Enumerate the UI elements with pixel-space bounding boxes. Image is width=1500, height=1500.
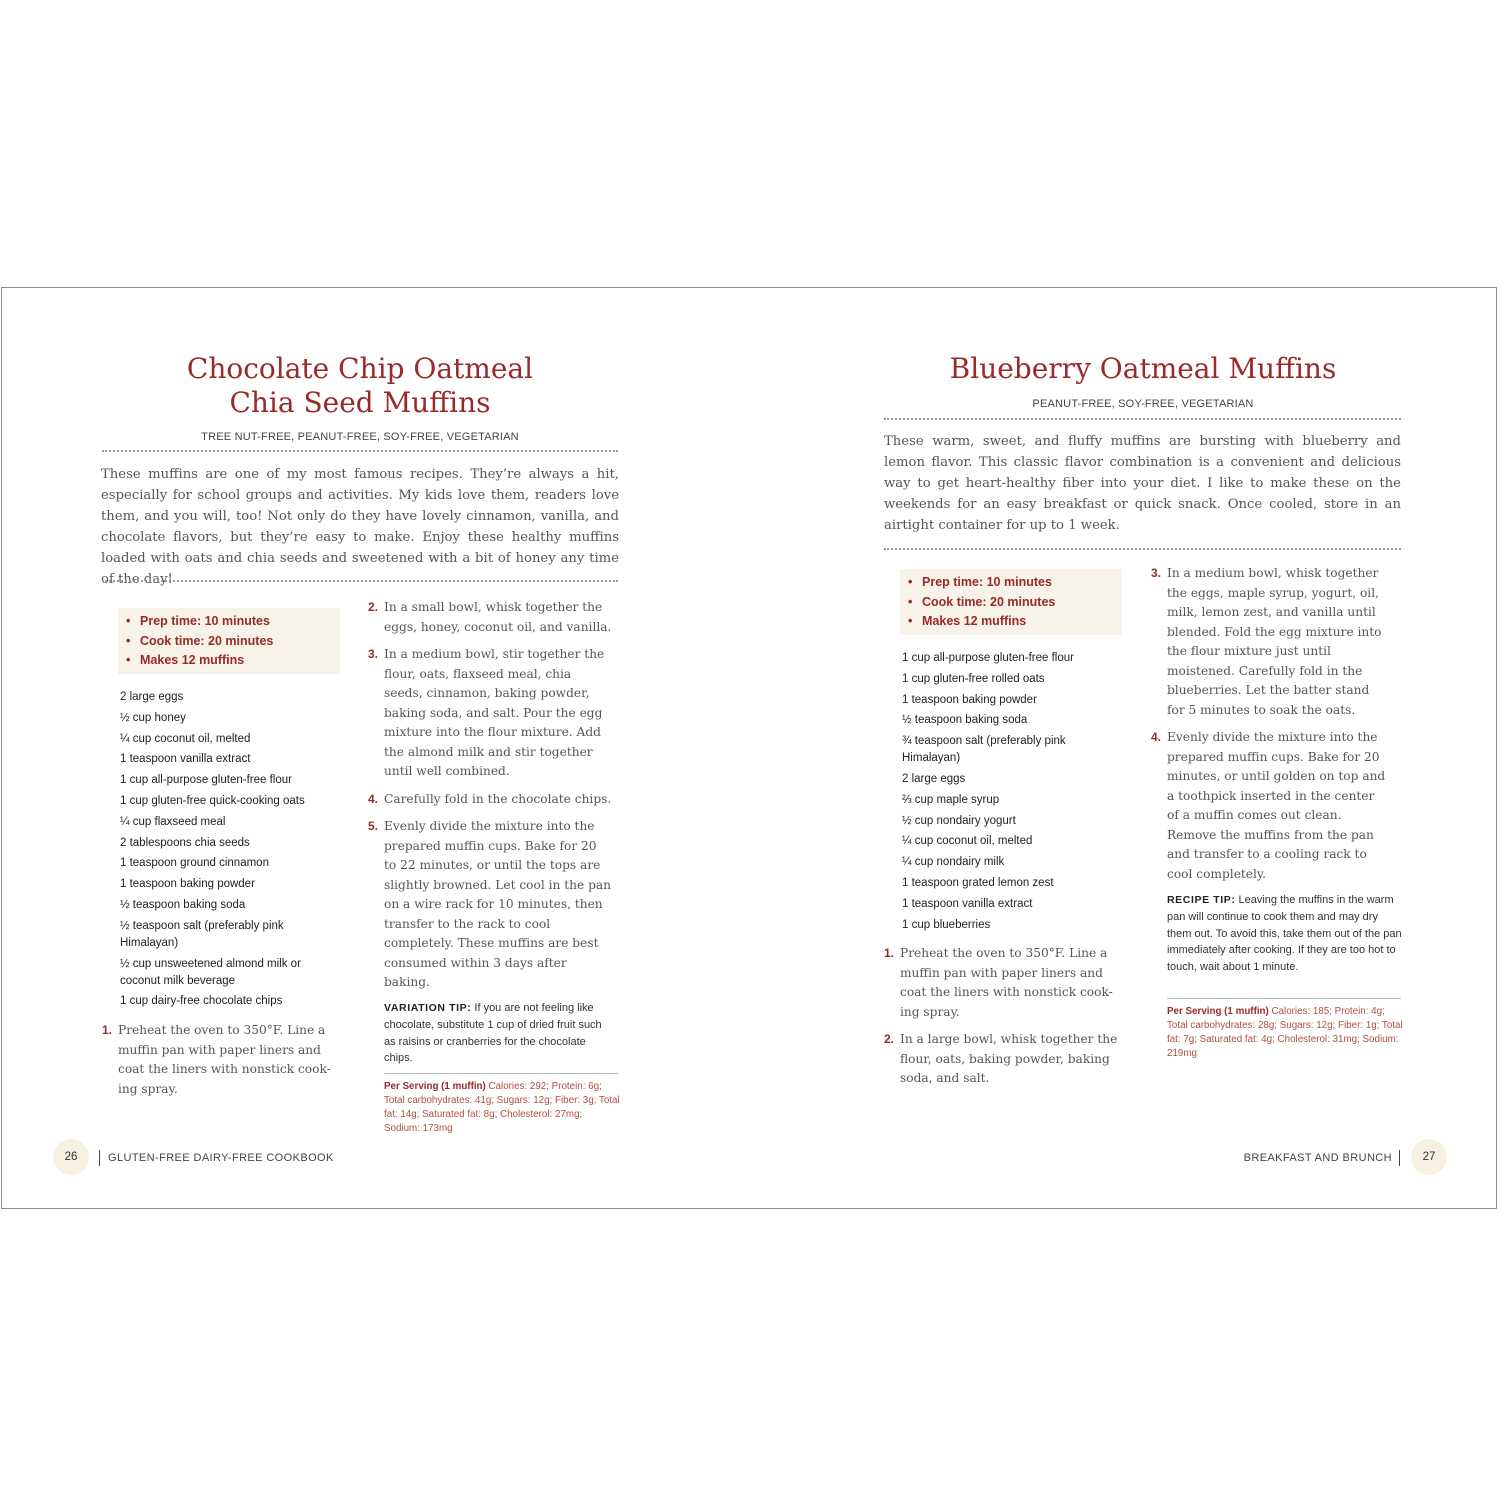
nutrition-rule — [1167, 998, 1401, 999]
recipe-title — [102, 352, 618, 420]
ingredient-item: 1 cup gluten-free rolled oats — [902, 672, 1045, 685]
dietary-tags: TREE NUT-FREE, PEANUT-FREE, SOY-FREE, VEGETARIAN — [201, 431, 519, 443]
book-spread — [1, 287, 1497, 1209]
title-line-1: Chocolate Chip Oatmeal — [186, 352, 534, 385]
ingredient-item: ½ cup unsweetened almond milk or coconut milk beverage — [120, 957, 301, 987]
instruction-steps — [102, 1021, 338, 1107]
instruction-step — [102, 1021, 338, 1099]
ingredient-item: 1 teaspoon ground cinnamon — [120, 857, 269, 870]
nutrition-text: Calories: 292; Protein: 6g; Total carbohydrates: 41g; Sugars: 12g; Fiber: 3g; Total fat: 14g; Saturated fat: 8g; Cholesterol: 27mg; Sodium: 173mg — [384, 1081, 620, 1134]
instruction-step — [884, 1030, 1118, 1089]
tip-text: Leaving the muffins in the warm pan will continue to cook them and may dry them out. To avoid this, take them out of the pan immediately after cooking. If they are too hot to touch, wait about 1 minute. — [1167, 894, 1402, 974]
title-line-2: Chia Seed Muffins — [229, 386, 491, 419]
ingredient-item: ¼ cup nondairy milk — [902, 856, 1005, 869]
step-text: In a large bowl, whisk together the flour, oats, baking powder, baking soda, and salt. — [900, 1032, 1118, 1085]
footer-separator — [1399, 1150, 1400, 1166]
instruction-steps — [368, 598, 612, 1001]
dotted-divider — [102, 450, 618, 452]
ingredient-item: 1 teaspoon grated lemon zest — [902, 876, 1054, 889]
ingredient-item: ⅔ cup maple syrup — [902, 793, 1000, 806]
chapter-title-footer: BREAKFAST AND BRUNCH — [1243, 1152, 1392, 1164]
ingredient-item: 1 cup all-purpose gluten-free flour — [902, 652, 1074, 664]
ingredient-item: 2 large eggs — [120, 691, 184, 703]
instruction-step — [884, 944, 1118, 1022]
step-number: 3. — [1151, 566, 1162, 580]
instruction-step — [368, 817, 612, 993]
step-number: 5. — [368, 819, 379, 833]
page-number: 27 — [1411, 1139, 1447, 1175]
recipe-intro: These warm, sweet, and fluffy muffins are bursting with blueberry and lemon flavor. This classic flavor combination is a convenient and delicious way to get heart-healthy fiber into your diet. I like to make these on the weekends for an easy breakfast or quick snack. Once cooled, store in an airtight container for up to 1 week. — [884, 434, 1401, 533]
recipe-info-box — [900, 569, 1122, 635]
step-number: 2. — [368, 600, 379, 614]
ingredient-item: ½ teaspoon baking soda — [902, 714, 1028, 727]
ingredient-item: 1 teaspoon baking powder — [120, 878, 255, 891]
step-text: In a small bowl, whisk together the eggs, honey, coconut oil, and vanilla. — [384, 600, 612, 634]
instruction-step — [368, 645, 612, 782]
ingredient-item: 1 cup all-purpose gluten-free flour — [120, 774, 292, 787]
step-text: Evenly divide the mixture into the prepared muffin cups. Bake for 20 minutes, or until golden on top and a toothpick inserted in the center of a muffin comes out clean. Remove the muffins from the pan and transfer to a cooling rack to cool completely. — [1167, 730, 1386, 881]
instruction-step — [1151, 728, 1389, 884]
nutrition-label: Per Serving (1 muffin) — [1167, 1006, 1269, 1017]
step-text: In a medium bowl, whisk together the eggs, maple syrup, yogurt, oil, milk, lemon zest, and vanilla until blended. Fold the egg mixture into the flour mixture just until moistened. Carefully fold in the blueberries. Let the batter stand for 5 minutes to soak the oats. — [1167, 566, 1382, 717]
nutrition-text: Calories: 185; Protein: 4g; Total carbohydrates: 28g; Sugars: 12g; Fiber: 1g; Total fat: 7g; Saturated fat: 4g; Cholesterol: 31mg; Sodium: 219mg — [1167, 1006, 1403, 1059]
ingredient-item: ½ teaspoon salt (preferably pink Himalayan) — [120, 919, 284, 949]
recipe-info-item: • Prep time: 10 minutes — [126, 612, 340, 632]
ingredient-list — [902, 650, 1124, 937]
instruction-steps — [1151, 564, 1389, 892]
step-number: 1. — [102, 1023, 113, 1037]
ingredient-item: ¼ cup flaxseed meal — [120, 815, 226, 828]
tip-label: VARIATION TIP: — [384, 1002, 472, 1014]
variation-tip — [384, 1000, 614, 1067]
dietary-tags: PEANUT-FREE, SOY-FREE, VEGETARIAN — [1032, 398, 1254, 410]
recipe-info-item: • Cook time: 20 minutes — [126, 632, 340, 652]
recipe-info-list — [126, 612, 340, 671]
right-page — [750, 288, 1498, 1208]
ingredient-item: ½ cup nondairy yogurt — [902, 814, 1016, 827]
step-number: 4. — [368, 791, 379, 806]
nutrition-rule — [384, 1073, 618, 1074]
nutrition-info — [1167, 1005, 1403, 1061]
step-text: Evenly divide the mixture into the prepared muffin cups. Bake for 20 to 22 minutes, or until the tops are slightly browned. Let cool in the pan on a wire rack for 10 minutes, then transfer to the rack to cool completely. These muffins are best consumed within 3 days after baking. — [384, 819, 611, 989]
ingredient-item: ½ cup honey — [120, 711, 186, 724]
recipe-info-item: • Cook time: 20 minutes — [908, 593, 1122, 613]
footer-separator — [99, 1150, 100, 1166]
recipe-intro: These muffins are one of my most famous recipes. They’re always a hit, especially for school groups and activities. My kids love them, readers love them, and you will, too! Not only do they have lovely cinnamon, vanilla, and chocolate flavors, but they’re easy to make. Enjoy these healthy muffins loaded with oats and chia seeds and sweetened with a bit of honey any time of the day! — [101, 467, 619, 587]
ingredient-item: 2 large eggs — [902, 772, 966, 785]
nutrition-label: Per Serving (1 muffin) — [384, 1081, 486, 1092]
recipe-info-box — [118, 608, 340, 674]
instruction-step — [1151, 564, 1389, 720]
ingredient-item: 1 cup gluten-free quick-cooking oats — [120, 794, 305, 807]
nutrition-info — [384, 1080, 620, 1136]
dotted-divider — [102, 580, 618, 582]
step-text: In a medium bowl, stir together the flour, oats, flaxseed meal, chia seeds, cinnamon, baking powder, baking soda, and salt. Pour the egg mixture into the flour mixture. Add the almond milk and stir together until well combined. — [384, 647, 605, 778]
instruction-step — [368, 790, 612, 810]
recipe-tip — [1167, 892, 1403, 976]
recipe-info-item: • Makes 12 muffins — [908, 612, 1122, 632]
instruction-step — [368, 598, 612, 637]
ingredient-item: ¾ teaspoon salt (preferably pink Himalayan) — [902, 735, 1066, 765]
tip-text: If you are not feeling like chocolate, substitute 1 cup of dried fruit such as raisins or cranberries for the chocolate chips. — [384, 1002, 602, 1065]
ingredient-item: 2 tablespoons chia seeds — [120, 836, 250, 849]
book-title-footer: GLUTEN-FREE DAIRY-FREE COOKBOOK — [108, 1152, 334, 1164]
dotted-divider — [884, 548, 1401, 550]
instruction-steps — [884, 944, 1118, 1097]
tip-label: RECIPE TIP: — [1167, 894, 1236, 906]
ingredient-item: 1 teaspoon vanilla extract — [120, 753, 251, 766]
ingredient-item: ¼ cup coconut oil, melted — [902, 835, 1033, 848]
ingredient-item: 1 cup blueberries — [902, 918, 991, 931]
step-number: 2. — [884, 1032, 895, 1046]
step-number: 4. — [1151, 730, 1162, 744]
dotted-divider — [884, 418, 1401, 420]
page-number: 26 — [53, 1139, 89, 1175]
ingredient-list — [120, 689, 340, 1014]
ingredient-item: ¼ cup coconut oil, melted — [120, 732, 251, 745]
step-text: Preheat the oven to 350°F. Line a muffin pan with paper liners and coat the liners with nonstick cook-ing spray. — [118, 1023, 331, 1096]
ingredient-item: 1 teaspoon baking powder — [902, 693, 1037, 706]
recipe-info-list — [908, 573, 1122, 632]
ingredient-item: 1 cup dairy-free chocolate chips — [120, 995, 283, 1008]
step-text: Preheat the oven to 350°F. Line a muffin pan with paper liners and coat the liners with nonstick cook-ing spray. — [900, 946, 1113, 1019]
ingredient-item: ½ teaspoon baking soda — [120, 898, 246, 911]
step-number: 3. — [368, 647, 379, 661]
step-text: Carefully fold in the chocolate chips. — [384, 791, 612, 806]
recipe-info-item: • Prep time: 10 minutes — [908, 573, 1122, 593]
recipe-title: Blueberry Oatmeal Muffins — [949, 352, 1337, 385]
left-page — [2, 288, 750, 1208]
ingredient-item: 1 teaspoon vanilla extract — [902, 897, 1033, 910]
step-number: 1. — [884, 946, 895, 960]
recipe-info-item: • Makes 12 muffins — [126, 651, 340, 671]
